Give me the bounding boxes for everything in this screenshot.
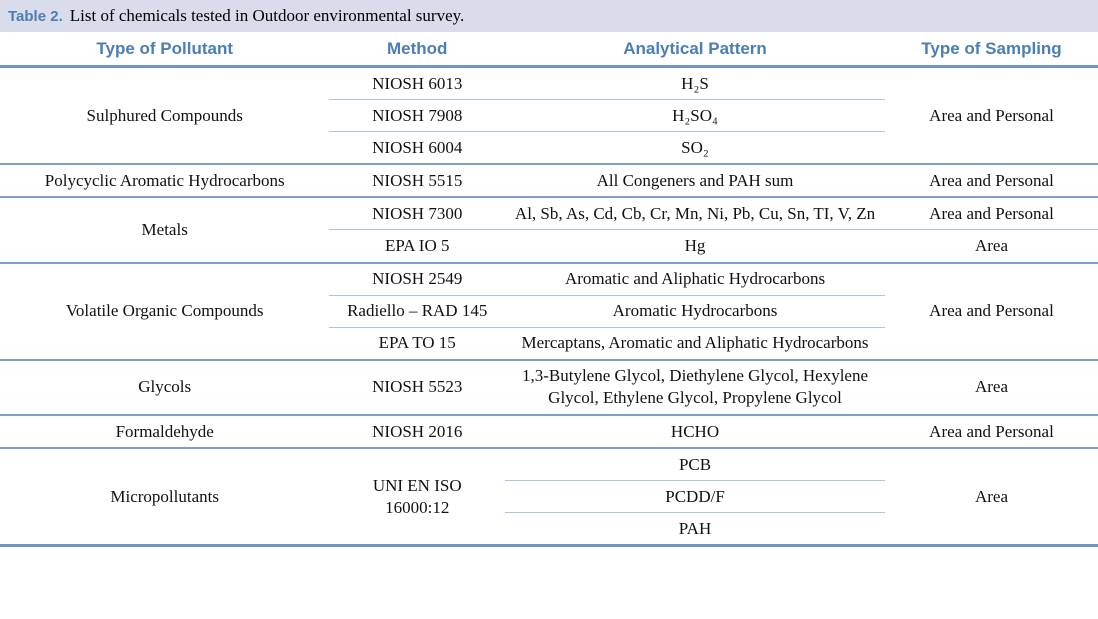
cell-method: NIOSH 7908 <box>329 100 505 132</box>
cell-method: NIOSH 2016 <box>329 415 505 448</box>
cell-sampling: Area <box>885 448 1098 546</box>
cell-method: NIOSH 7300 <box>329 197 505 230</box>
cell-pattern: H₂SO₄ <box>505 100 885 132</box>
cell-pollutant: Metals <box>0 197 329 262</box>
table-row <box>0 197 1098 230</box>
table-row <box>0 263 1098 296</box>
table-row <box>0 67 1098 100</box>
cell-sampling: Area and Personal <box>885 164 1098 197</box>
cell-pattern: HCHO <box>505 415 885 448</box>
table-row <box>0 448 1098 481</box>
cell-pattern: PCB <box>505 448 885 481</box>
cell-method: EPA TO 15 <box>378 333 456 353</box>
cell-method-text: UNI EN ISO 16000:12 <box>372 475 462 517</box>
cell-method: NIOSH 6004 <box>372 137 463 157</box>
header-row <box>0 32 1098 67</box>
cell-pattern: PCDD/F <box>505 481 885 513</box>
cell-method: Radiello – RAD 145 <box>329 295 505 327</box>
cell-sampling: Area <box>974 235 1008 255</box>
cell-pattern: All Congeners and PAH sum <box>505 164 885 197</box>
cell-pattern: SO₂ <box>681 137 709 157</box>
cell-method: NIOSH 5515 <box>329 164 505 197</box>
cell-method: NIOSH 2549 <box>329 263 505 296</box>
cell-pattern: PAH <box>678 518 712 538</box>
cell-sampling: Area and Personal <box>929 105 1054 125</box>
table-row <box>0 164 1098 197</box>
cell-pattern: Aromatic and Aliphatic Hydrocarbons <box>505 263 885 296</box>
cell-pattern: Al, Sb, As, Cd, Cb, Cr, Mn, Ni, Pb, Cu, Sn, TI, V, Zn <box>505 197 885 230</box>
cell-pattern: 1,3-Butylene Glycol, Diethylene Glycol, Hexylene Glycol, Ethylene Glycol, Propylene Glycol <box>505 360 885 415</box>
cell-pollutant: Sulphured Compounds <box>86 105 243 125</box>
cell-pollutant: Volatile Organic Compounds <box>0 263 329 360</box>
column-header-method: Method <box>329 32 505 67</box>
column-header-analytical-pattern: Analytical Pattern <box>505 32 885 67</box>
cell-method: EPA IO 5 <box>384 235 450 255</box>
table-row <box>0 415 1098 448</box>
table-caption-bar <box>0 0 1098 32</box>
cell-pattern: Hg <box>684 235 706 255</box>
cell-pollutant: Formaldehyde <box>0 415 329 448</box>
cell-pollutant: Glycols <box>0 360 329 415</box>
cell-sampling: Area and Personal <box>885 263 1098 360</box>
cell-method <box>329 448 505 546</box>
table-caption-label: Table 2. <box>8 7 63 25</box>
column-header-type-of-sampling: Type of Sampling <box>885 32 1098 67</box>
cell-method: NIOSH 5523 <box>329 360 505 415</box>
cell-method: NIOSH 6013 <box>329 67 505 100</box>
chemicals-table <box>0 32 1098 547</box>
cell-sampling: Area <box>885 360 1098 415</box>
cell-sampling: Area and Personal <box>885 197 1098 230</box>
table-row <box>0 360 1098 415</box>
cell-pollutant: Micropollutants <box>0 448 329 546</box>
cell-pollutant: Polycyclic Aromatic Hydrocarbons <box>0 164 329 197</box>
cell-sampling: Area and Personal <box>885 415 1098 448</box>
cell-pattern: Aromatic Hydrocarbons <box>505 295 885 327</box>
column-header-type-of-pollutant: Type of Pollutant <box>0 32 329 67</box>
cell-pattern: H₂S <box>505 67 885 100</box>
cell-pattern: Mercaptans, Aromatic and Aliphatic Hydrocarbons <box>521 333 869 353</box>
table-caption-text: List of chemicals tested in Outdoor environmental survey. <box>69 6 465 25</box>
